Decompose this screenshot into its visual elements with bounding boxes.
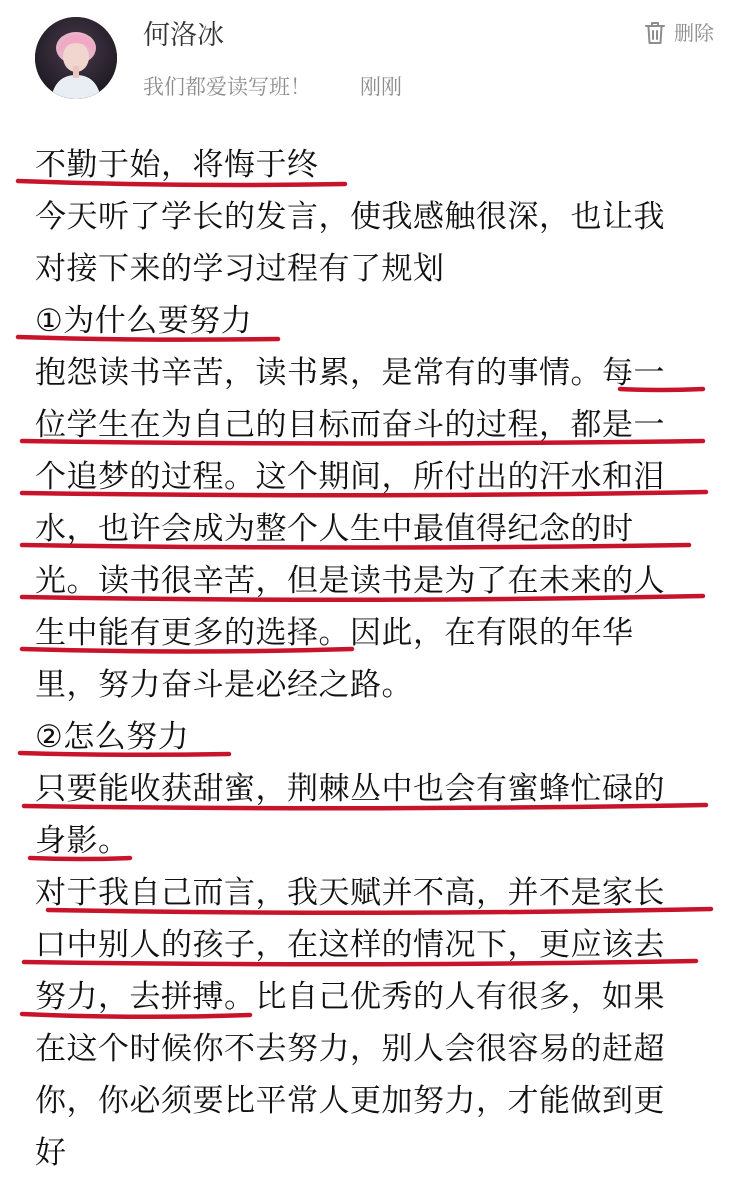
post-line: 在这个时候你不去努力，别人会很容易的赶超 bbox=[35, 1031, 665, 1067]
post-line: 对于我自己而言，我天赋并不高，并不是家长 bbox=[35, 875, 665, 911]
delete-label: 删除 bbox=[674, 21, 714, 45]
section-heading: ②怎么努力 bbox=[35, 719, 190, 755]
section-heading: ①为什么要努力 bbox=[35, 303, 253, 339]
group-name[interactable]: 我们都爱读写班！ bbox=[143, 75, 311, 99]
post-line: 里，努力奋斗是必经之路。 bbox=[35, 667, 413, 703]
post-line: 口中别人的孩子，在这样的情况下，更应该去 bbox=[35, 927, 665, 963]
user-avatar[interactable] bbox=[35, 17, 117, 99]
post-line: 位学生在为自己的目标而奋斗的过程，都是一 bbox=[35, 407, 665, 443]
post-line: 今天听了学长的发言，使我感触很深，也让我 bbox=[35, 199, 665, 235]
post-header bbox=[0, 0, 750, 122]
post-line: 你，你必须要比平常人更加努力，才能做到更 bbox=[35, 1083, 665, 1119]
post-line: 生中能有更多的选择。因此，在有限的年华 bbox=[35, 615, 634, 651]
trash-icon bbox=[643, 20, 667, 46]
post-time: 刚刚 bbox=[360, 75, 402, 99]
post-title: 不勤于始，将悔于终 bbox=[35, 147, 319, 183]
post-line: 对接下来的学习过程有了规划 bbox=[35, 251, 445, 287]
post-line: 只要能收获甜蜜，荆棘丛中也会有蜜蜂忙碌的 bbox=[35, 771, 665, 807]
post-line: 抱怨读书辛苦，读书累，是常有的事情。每一 bbox=[35, 355, 665, 391]
post-line: 努力，去拼搏。比自己优秀的人有很多，如果 bbox=[35, 979, 665, 1015]
post-line: 好 bbox=[35, 1135, 67, 1171]
post-line: 光。读书很辛苦，但是读书是为了在未来的人 bbox=[35, 563, 665, 599]
post-line: 水，也许会成为整个人生中最值得纪念的时 bbox=[35, 511, 634, 547]
post-line: 个追梦的过程。这个期间，所付出的汗水和泪 bbox=[35, 459, 665, 495]
avatar-image bbox=[35, 17, 117, 99]
delete-button[interactable] bbox=[643, 18, 714, 48]
post-line: 身影。 bbox=[35, 823, 130, 859]
username[interactable]: 何洛冰 bbox=[143, 20, 224, 51]
